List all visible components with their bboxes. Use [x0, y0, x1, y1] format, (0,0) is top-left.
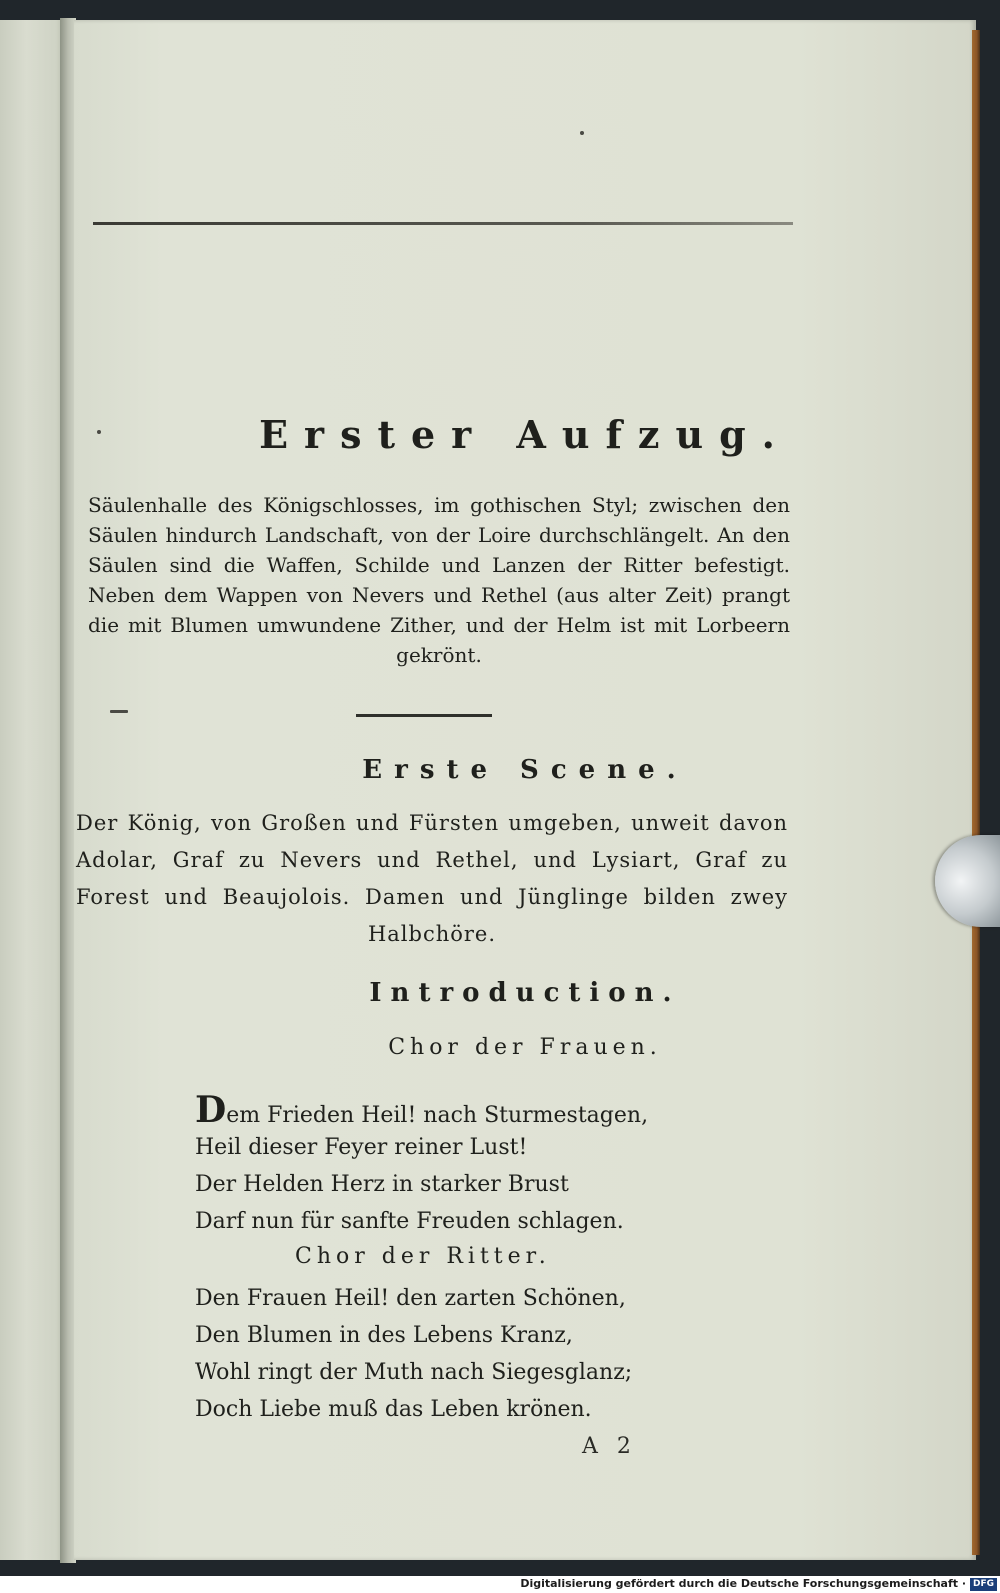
- ink-speck: [110, 710, 128, 713]
- ink-speck: [580, 131, 584, 135]
- top-divider-rule: [93, 222, 793, 225]
- verse-line: Doch Liebe muß das Leben krönen.: [195, 1397, 592, 1422]
- footer-credit: Digitalisierung gefördert durch die Deutsche Forschungsgemeinschaft ·: [520, 1577, 966, 1590]
- introduction-heading: Introduction.: [369, 978, 681, 1008]
- chorus-knights-heading: Chor der Ritter.: [295, 1244, 551, 1269]
- verse-line: Den Frauen Heil! den zarten Schönen,: [195, 1286, 626, 1311]
- cast-description: Der König, von Großen und Fürsten umgeben, unweit davon Adolar, Graf zu Nevers und Rethel, und Lysiart, Graf zu Forest und Beaujolois. Damen und Jünglinge bilden zwey Halbchöre.: [76, 811, 788, 946]
- verse-line: [195, 1089, 649, 1134]
- scene-title: Erste Scene.: [362, 755, 688, 785]
- stage-setting: Säulenhalle des Königschlosses, im gothischen Styl; zwischen den Säulen hindurch Landschaft, von der Loire durchschlängelt. An den Säulen sind die Waffen, Schilde und Lanzen der Ritter befestigt. Neben dem Wappen von Nevers und Rethel (aus alter Zeit) prangt die mit Blumen umwundene Zither, und der Helm ist mit Lorbeern gekrönt.: [88, 493, 790, 667]
- verse-line-text: em Frieden Heil! nach Sturmestagen,: [226, 1103, 649, 1128]
- dfg-logo-icon[interactable]: DFG: [970, 1578, 997, 1591]
- drop-cap: D: [195, 1089, 227, 1131]
- verse-line: Den Blumen in des Lebens Kranz,: [195, 1323, 573, 1348]
- act-title: Erster Aufzug.: [259, 412, 791, 457]
- signature-mark: A 2: [582, 1434, 637, 1459]
- page-edge: [972, 30, 980, 1555]
- verse-line: Der Helden Herz in starker Brust: [195, 1172, 569, 1197]
- verse-line: Darf nun für sanfte Freuden schlagen.: [195, 1209, 624, 1234]
- section-divider-rule: [356, 714, 492, 717]
- verse-line: Heil dieser Feyer reiner Lust!: [195, 1135, 528, 1160]
- verse-line: Wohl ringt der Muth nach Siegesglanz;: [195, 1360, 633, 1385]
- chorus-women-heading: Chor der Frauen.: [388, 1035, 662, 1060]
- facing-page-edge: [0, 20, 66, 1560]
